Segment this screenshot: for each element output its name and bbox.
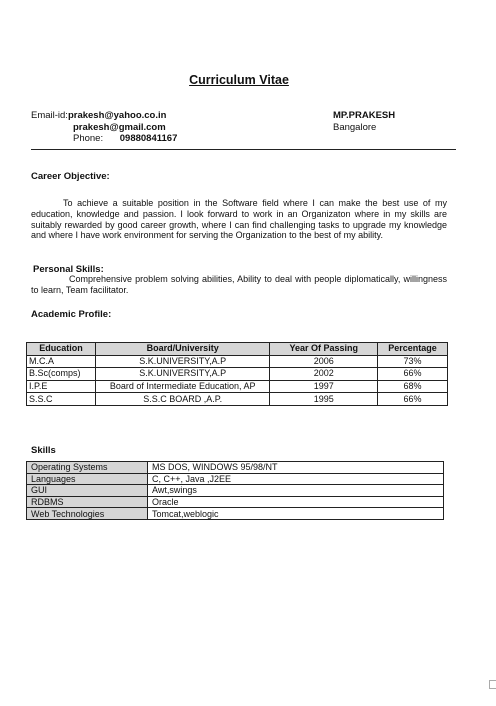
table-row [27,485,444,497]
education-cell: B.Sc(comps) [27,368,96,381]
email-label: Email-id: [31,110,68,121]
percentage-cell: 68% [378,380,448,393]
career-heading: Career Objective: [31,171,110,182]
skill-value: Awt,swings [148,485,444,497]
skills-table [26,461,444,520]
phone-label: Phone: [73,133,104,144]
year-cell: 2002 [270,368,378,381]
table-row [27,368,448,381]
personal-heading: Personal Skills: [33,264,104,275]
col-header-board: Board/University [95,343,270,356]
skill-category: Languages [27,473,148,485]
candidate-name: MP.PRAKESH [333,110,396,121]
table-row [27,473,444,485]
page-corner-icon [489,680,496,689]
board-cell: S.K.UNIVERSITY,A.P [95,355,270,368]
email-secondary: prakesh@gmail.com [73,122,166,133]
email-primary: prakesh@yahoo.co.in [67,110,167,121]
table-row [27,380,448,393]
personal-text: Comprehensive problem solving abilities, Ability to deal with people diplomatically, willingness to learn, Team facilitator. [31,274,447,295]
skill-category: RDBMS [27,496,148,508]
col-header-education: Education [27,343,96,356]
skill-value: Tomcat,weblogic [148,508,444,520]
page-title: Curriculum Vitae [189,73,289,87]
education-cell: I.P.E [27,380,96,393]
percentage-cell: 66% [378,368,448,381]
email-line [31,110,166,121]
skill-value: Oracle [148,496,444,508]
year-cell: 1997 [270,380,378,393]
col-header-percentage: Percentage [378,343,448,356]
candidate-city: Bangalore [333,122,377,133]
col-header-year: Year Of Passing [270,343,378,356]
board-cell: S.K.UNIVERSITY,A.P [95,368,270,381]
skills-heading: Skills [31,445,56,456]
table-row [27,496,444,508]
header-divider [31,149,456,150]
board-cell: Board of Intermediate Education, AP [95,380,270,393]
skill-value: MS DOS, WINDOWS 95/98/NT [148,462,444,474]
skill-category: Operating Systems [27,462,148,474]
academic-heading: Academic Profile: [31,309,112,320]
percentage-cell: 73% [378,355,448,368]
table-row [27,462,444,474]
skill-category: GUI [27,485,148,497]
year-cell: 2006 [270,355,378,368]
academic-header-row [27,343,448,356]
percentage-cell: 66% [378,393,448,406]
table-row [27,508,444,520]
education-cell: S.S.C [27,393,96,406]
skill-value: C, C++, Java ,J2EE [148,473,444,485]
table-row [27,355,448,368]
career-text: To achieve a suitable position in the Software field where I can make the best use of my education, knowledge and passion. I look forward to work in an Organizaton where in my skills are suitably rewarded by good career growth, where I can find challenging tasks to upgrade my knowledge and where I have work environment for serving the Organization to the best of my ability. [31,198,447,241]
skill-category: Web Technologies [27,508,148,520]
phone-line [73,133,177,144]
year-cell: 1995 [270,393,378,406]
table-row [27,393,448,406]
academic-table [26,342,448,406]
education-cell: M.C.A [27,355,96,368]
board-cell: S.S.C BOARD ,A.P. [95,393,270,406]
phone-number: 09880841167 [119,133,178,144]
